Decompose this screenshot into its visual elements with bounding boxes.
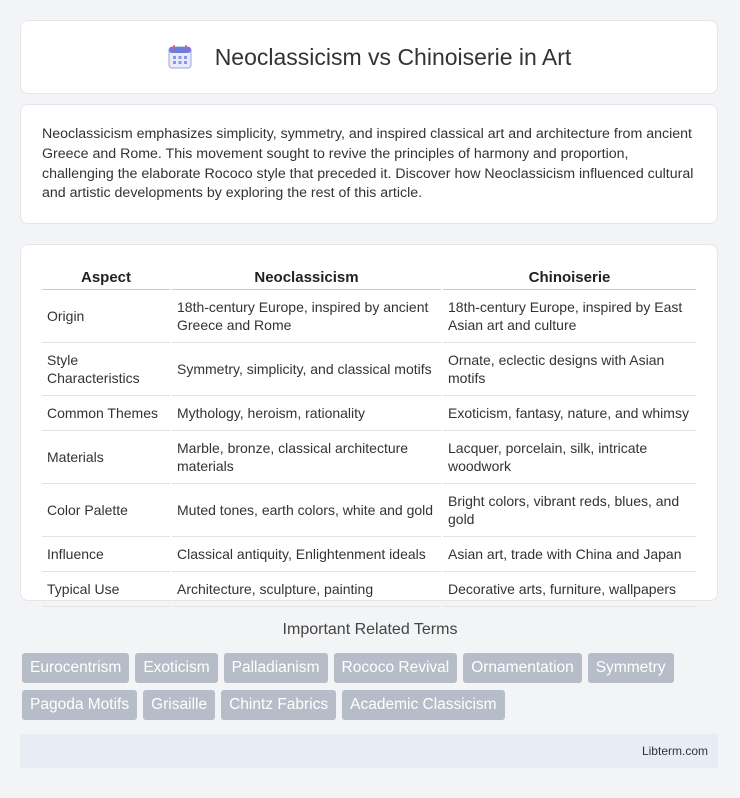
table-cell: Marble, bronze, classical architecture materials xyxy=(172,431,441,484)
table-row xyxy=(42,290,696,343)
comparison-card xyxy=(20,244,718,601)
table-cell: Ornate, eclectic designs with Asian motifs xyxy=(443,343,696,396)
column-header: Chinoiserie xyxy=(443,263,696,290)
table-row xyxy=(42,431,696,484)
related-term-tag[interactable]: Palladianism xyxy=(224,653,328,683)
calendar-icon xyxy=(167,44,193,70)
table-cell: Exoticism, fantasy, nature, and whimsy xyxy=(443,396,696,431)
column-header: Aspect xyxy=(42,263,170,290)
related-term-tag[interactable]: Grisaille xyxy=(143,690,215,720)
related-term-tag[interactable]: Exoticism xyxy=(135,653,217,683)
related-term-tag[interactable]: Academic Classicism xyxy=(342,690,504,720)
related-terms-list xyxy=(22,653,722,727)
table-row xyxy=(42,396,696,431)
table-row xyxy=(42,572,696,607)
page-title: Neoclassicism vs Chinoiserie in Art xyxy=(214,43,572,70)
table-row xyxy=(42,537,696,572)
table-cell: Classical antiquity, Enlightenment ideals xyxy=(172,537,441,572)
table-cell: 18th-century Europe, inspired by ancient Greece and Rome xyxy=(172,290,441,343)
table-cell: Muted tones, earth colors, white and gold xyxy=(172,484,441,537)
table-cell: Materials xyxy=(42,431,170,484)
intro-text: Neoclassicism emphasizes simplicity, symmetry, and inspired classical art and architecture from ancient Greece and Rome. This movement sought to revive the principles of harmony and proportion, challenging the elaborate Rococo style that preceded it. Discover how Neoclassicism influenced cultural and artistic developments by exploring the rest of this article. xyxy=(42,126,694,202)
column-header: Neoclassicism xyxy=(172,263,441,290)
related-term-tag[interactable]: Chintz Fabrics xyxy=(221,690,336,720)
table-cell: Origin xyxy=(42,290,170,343)
table-cell: Style Characteristics xyxy=(42,343,170,396)
table-cell: 18th-century Europe, inspired by East Asian art and culture xyxy=(443,290,696,343)
table-cell: Influence xyxy=(42,537,170,572)
related-term-tag[interactable]: Eurocentrism xyxy=(22,653,129,683)
related-term-tag[interactable]: Symmetry xyxy=(588,653,674,683)
table-row xyxy=(42,484,696,537)
table-cell: Mythology, heroism, rationality xyxy=(172,396,441,431)
related-term-tag[interactable]: Rococo Revival xyxy=(334,653,458,683)
table-row xyxy=(42,343,696,396)
table-cell: Decorative arts, furniture, wallpapers xyxy=(443,572,696,607)
table-cell: Color Palette xyxy=(42,484,170,537)
table-cell: Architecture, sculpture, painting xyxy=(172,572,441,607)
table-cell: Lacquer, porcelain, silk, intricate woodwork xyxy=(443,431,696,484)
table-cell: Asian art, trade with China and Japan xyxy=(443,537,696,572)
related-term-tag[interactable]: Pagoda Motifs xyxy=(22,690,137,720)
table-cell: Bright colors, vibrant reds, blues, and gold xyxy=(443,484,696,537)
related-term-tag[interactable]: Ornamentation xyxy=(463,653,582,683)
footer xyxy=(20,734,718,768)
footer-brand-link[interactable]: Libterm.com xyxy=(641,744,708,758)
table-cell: Symmetry, simplicity, and classical motifs xyxy=(172,343,441,396)
table-cell: Common Themes xyxy=(42,396,170,431)
comparison-table xyxy=(40,263,698,607)
intro-card xyxy=(20,104,718,224)
title-card xyxy=(20,20,718,94)
table-cell: Typical Use xyxy=(42,572,170,607)
related-terms-title: Important Related Terms xyxy=(282,621,458,638)
table-header-row xyxy=(42,263,696,290)
